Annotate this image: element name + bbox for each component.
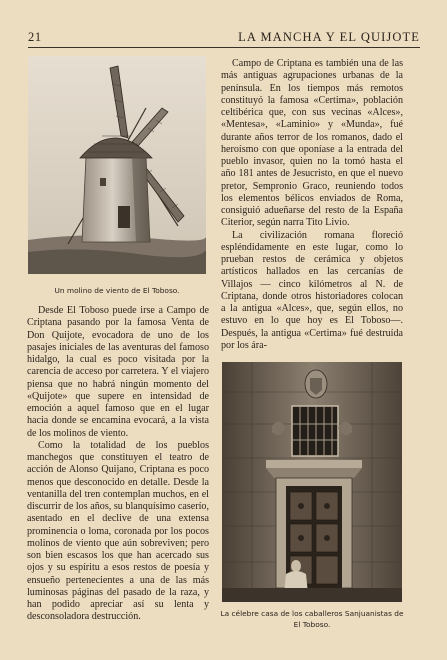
header-rule (28, 47, 420, 48)
left-paragraph-2: Como la totalidad de los pueblos manchegos que constituyen el teatro de acción de Alonso Quijano, Criptana es poco menos que desconocido en detalle. Desde la ventanilla del tren contemplan muchos, en el discurrir de los años, su blanquísimo caserío, asentado en el declive de una extensa prominencia o loma, coronada por los pocos molinos de viento que aún sobreviven; pero son bien escasos los que han acercado sus ojos y su espíritu a esos restos de poesía y ensueño pertenecientes a una de las más luminosas páginas del pasado de la raza, y han podido apreciar así su lenta y desconsoladora destrucción. (27, 439, 209, 623)
house-caption-line-1: La célebre casa de los caballeros Sanjuanistas de (220, 609, 404, 618)
right-paragraph-1: Campo de Criptana es también una de las más antiguas agrupaciones urbanas de la península. En los tiempos más remotos constituyó la famosa «Certima», población celtibérica que, con sus vecinas «Alces», «Mentesa», «Laminio» y «Munda», fué durante años terror de los romanos, dado el heroísmo con que oponíase a la entrada del pueblo invasor, quien no la tomó hasta el año 181 antes de Jesucristo, en que el nuevo pretor, Sempronio Graco, reuniendo todos los elementos bélicos enviados de Roma, consiguió adueñarse del resto de la España Citerior, según narra Tito Livio. (221, 58, 403, 229)
windmill-caption: Un molino de viento de El Toboso. (54, 286, 180, 295)
page-number: 21 (28, 30, 42, 44)
left-column (27, 305, 209, 624)
left-paragraph-1: Desde El Toboso puede irse a Campo de Criptana pasando por la famosa Venta de Don Quijote, evocadora de uno de los pasajes iniciales de las aventuras del famoso hidalgo, la cual es poco visitada por la carencia de acceso por carretera. Y el viajero piensa que no habrá ningún momento del «Quijote» que supere en intensidad de emoción a aquel famoso que en el lugar hacia donde se encamina evocará, a la vista de los molinos de viento. (27, 305, 209, 439)
page-header (28, 30, 420, 46)
windmill-photo (28, 56, 206, 274)
house-facade-illustration (222, 362, 402, 602)
right-column (221, 58, 403, 352)
running-title: LA MANCHA Y EL QUIJOTE (238, 30, 420, 44)
right-paragraph-2: La civilización romana floreció espléndidamente en este lugar, como lo prueban restos de cerámica y objetos artísticos hallados en las cercanías de Villajos — cinco kilómetros al N. de Criptana, donde otros historiadores colocan a la antigua «Alces», que, según ellos, no estuvo en lo que hoy es El Toboso—. Después, la antigua «Certima» fué destruída por los ára- (221, 229, 403, 351)
windmill-illustration (28, 56, 206, 274)
house-photo (222, 362, 402, 602)
house-caption-line-2: El Toboso. (293, 620, 331, 629)
house-caption (216, 608, 408, 630)
